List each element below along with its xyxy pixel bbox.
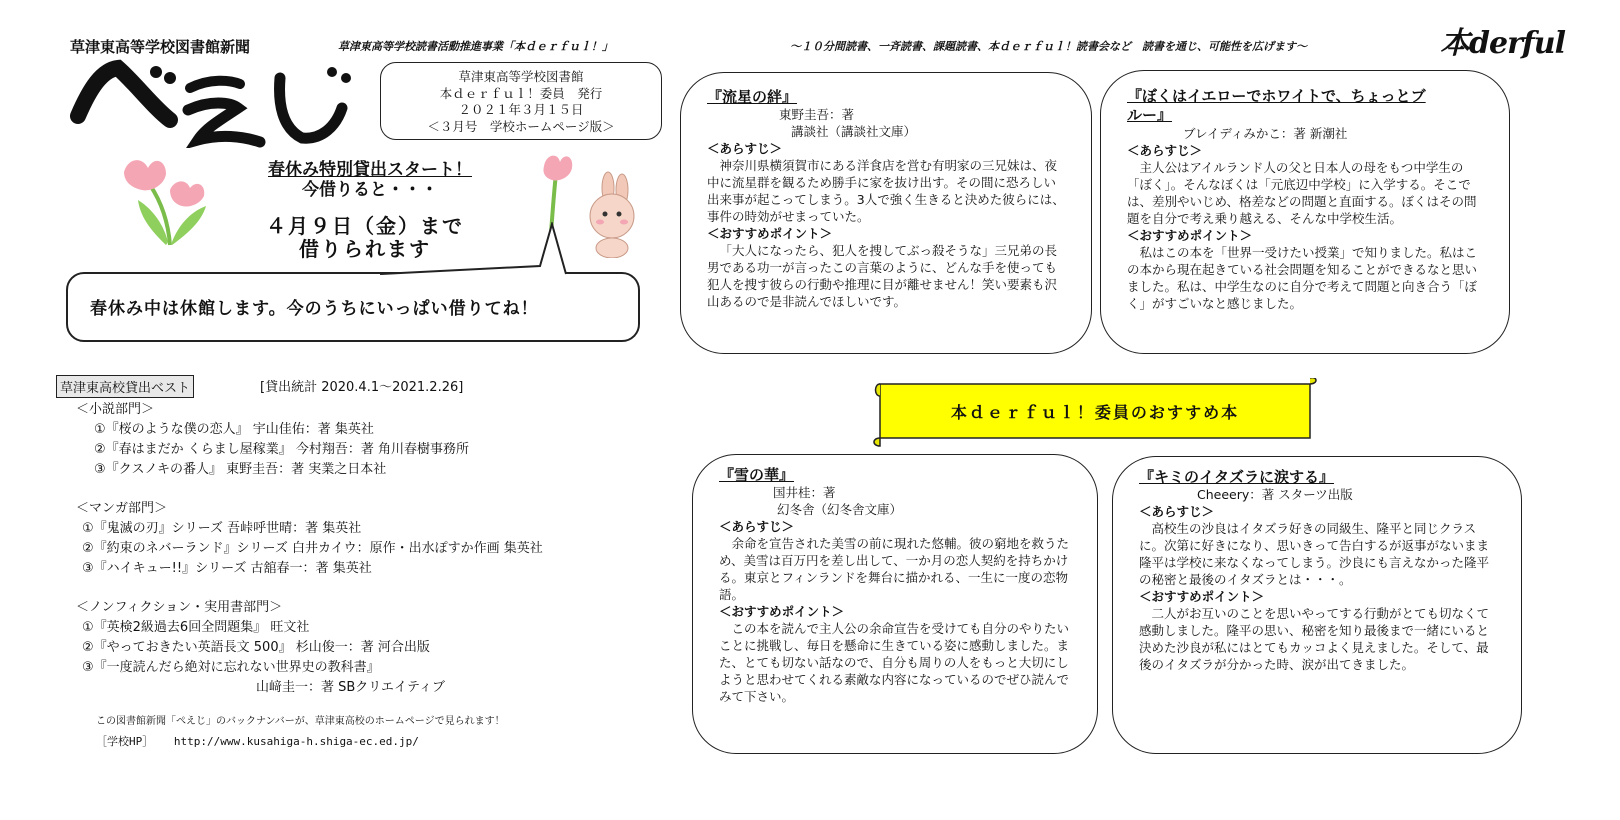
recommendation-heading: ＜おすすめポイント＞ [719, 604, 845, 619]
closure-notice: 春休み中は休館します。今のうちにいっぱい借りてね！ [90, 299, 539, 319]
ranking-item: ②『春はまだか くらまし屋稼業』 今村翔吾：著 角川春樹事務所 [94, 442, 470, 457]
issue-date: ２０２１年３月１５日 [458, 102, 584, 117]
tagline: ～１０分間読書、一斉読書、課題読書、本ｄｅｒｆｕｌ！読書会など 読書を通じ、可能性を広げます～ [790, 40, 1307, 53]
book-author: ブレイディみかこ：著 新潮社 [1183, 126, 1348, 141]
summary-heading: ＜あらすじ＞ [1139, 504, 1215, 519]
book-summary: 主人公はアイルランド人の父と日本人の母をもつ中学生の「ぼく」。そんなぼくは「元底辺中学校」に入学する。そこでは、差別やいじめ、格差などの問題と直面する。ぼくはその問題を自分で考え乗り越える、そんな中学校生活。 [1127, 160, 1477, 226]
speech-bubble [66, 272, 640, 342]
spring-lending-headline: 春休み特別貸出スタート！ [268, 160, 472, 180]
issue-library: 草津東高等学校図書館 [458, 69, 584, 84]
masthead-calligraphy [70, 58, 370, 148]
issue-publisher: 本ｄｅｒｆｕｌ！委員 発行 [439, 85, 603, 101]
ranking-item: ①『鬼滅の刃』シリーズ 吾峠呼世晴：著 集英社 [82, 521, 362, 536]
recommendation-heading: ＜おすすめポイント＞ [707, 226, 833, 241]
issue-edition: ＜３月号 学校ホームページ版＞ [427, 118, 615, 134]
ranking-item: ②『やっておきたい英語長文 500』 杉山俊一：著 河合出版 [82, 640, 430, 655]
ranking-item: ①『桜のような僕の恋人』 宇山佳佑：著 集英社 [94, 422, 374, 437]
book-title: 『雪の華』 [719, 466, 795, 484]
manga-section-heading: ＜マンガ部門＞ [76, 501, 168, 516]
recommendation-heading: ＜おすすめポイント＞ [1139, 589, 1265, 604]
program-logo: 本derful [1440, 26, 1565, 61]
ranking-item: ②『約束のネバーランド』シリーズ 白井カイウ：原作・出水ぽすか作画 集英社 [82, 541, 543, 556]
recommendation-heading: ＜おすすめポイント＞ [1127, 228, 1253, 243]
ranking-item: ③『一度読んだら絶対に忘れない世界史の教科書』 [82, 660, 380, 675]
book-card [692, 454, 1098, 754]
book-author: 国井桂：著 [773, 485, 836, 500]
book-title: 『ぼくはイエローでホワイトで、ちょっとブルー』 [1127, 87, 1426, 124]
book-author: Cheeery：著 スターツ出版 [1197, 487, 1353, 502]
ranking-period: [貸出統計 2020.4.1～2021.2.26] [260, 380, 464, 395]
due-date: ４月９日（金）まで [266, 214, 464, 238]
issue-info-box [380, 62, 662, 140]
school-hp-label: ［学校HP］ [96, 735, 154, 748]
program-name: 草津東高等学校読書活動推進事業「本ｄｅｒｆｕｌ！」 [338, 40, 613, 53]
ranking-label: 草津東高校貸出ベスト [56, 375, 194, 398]
book-author: 東野圭吾：著 [779, 107, 855, 122]
book-card [680, 72, 1092, 354]
nonfiction-section-heading: ＜ノンフィクション・実用書部門＞ [76, 600, 283, 615]
spring-lending-notice [210, 160, 530, 200]
recommendation-banner-title: 本ｄｅｒｆｕｌ！委員のおすすめ本 [950, 403, 1240, 422]
speech-bubble-tail [380, 222, 580, 278]
ranking-item-author: 山﨑圭一：著 SBクリエイティブ [256, 680, 446, 695]
novel-section-heading: ＜小説部門＞ [76, 402, 155, 417]
book-recommendation: この本を読んで主人公の余命宣告を受けても自分のやりたいことに挑戦し、毎日を懸命に生きている姿に感動しました。また、とても切ない話なので、自分も周りの人をもっと大切にしようと思わせてくれる素敵な内容になっているのでぜひ読んでみて下さい。 [719, 621, 1070, 704]
book-publisher: 幻冬舎（幻冬舎文庫） [777, 502, 903, 517]
masthead-logo [70, 58, 370, 148]
due-date-caption: 借りられます [299, 237, 431, 261]
book-recommendation: 二人がお互いのことを思いやってする行動がとても切なくて感動しました。隆平の思い、秘密を知り最後まで一緒にいると決めた沙良が私にはとてもカッコよく見えました。そして、最後のイタズラが分かった時、涙が出てきました。 [1139, 606, 1490, 672]
summary-heading: ＜あらすじ＞ [707, 141, 783, 156]
summary-heading: ＜あらすじ＞ [719, 519, 795, 534]
ranking-item: ①『英検2級過去6回全問題集』 旺文社 [82, 620, 310, 635]
book-recommendation: 「大人になったら、犯人を捜してぶっ殺そうな」三兄弟の長男である功一が言ったこの言葉のように、どんな手を使っても犯人を捜す彼らの行動や推理に目が離せません！笑い要素も沢山あるので是非読んでほしいです。 [707, 243, 1058, 309]
ranking-item: ③『ハイキュー!!』シリーズ 古舘春一：著 集英社 [82, 561, 372, 576]
ranking-item: ③『クスノキの番人』 東野圭吾：著 実業之日本社 [94, 462, 387, 477]
newsletter-title: 草津東高等学校図書館新聞 [70, 38, 251, 56]
book-summary: 神奈川県横須賀市にある洋食店を営む有明家の三兄妹は、夜中に流星群を観るため勝手に家を抜け出す。その間に恐ろしい出来事が起こってしまう。3人で強く生きると決めた彼らには、事件の時効がせまっていた。 [707, 158, 1065, 224]
school-hp-link[interactable]: http://www.kusahiga-h.shiga-ec.ed.jp/ [173, 735, 419, 748]
summary-heading: ＜あらすじ＞ [1127, 143, 1203, 158]
book-title: 『キミのイタズラに涙する』 [1139, 468, 1335, 486]
book-summary: 高校生の沙良はイタズラ好きの同級生、隆平と同じクラスに。次第に好きになり、思いきって告白するが返事がないまま隆平は学校に来なくなってしまう。沙良にも言えなかった隆平の秘密と最後のイタズラとは・・・。 [1139, 521, 1490, 587]
book-card [1112, 456, 1522, 754]
book-card [1100, 70, 1510, 354]
school-hp [96, 733, 419, 749]
book-title: 『流星の絆』 [707, 88, 798, 106]
book-publisher: 講談社（講談社文庫） [791, 124, 917, 139]
backnumber-note: この図書館新聞「ぺえじ」のバックナンバーが、草津東高校のホームページで見られます！ [96, 716, 505, 727]
book-summary: 余命を宣告された美雪の前に現れた悠輔。彼の窮地を救うため、美雪は百万円を差し出して、一か月の恋人契約を持ちかける。東京とフィンランドを舞台に描かれる、一生に一度の恋物語。 [719, 536, 1070, 602]
spring-lending-subhead: 今借りると・・・ [302, 180, 438, 200]
book-recommendation: 私はこの本を「世界一受けたい授業」で知りました。私はこの本から現在起きている社会問題を知ることができるなと思いました。私は、中学生なのに自分で考えて問題と向き合う「ぼく」がすごいなと感じました。 [1127, 245, 1478, 311]
